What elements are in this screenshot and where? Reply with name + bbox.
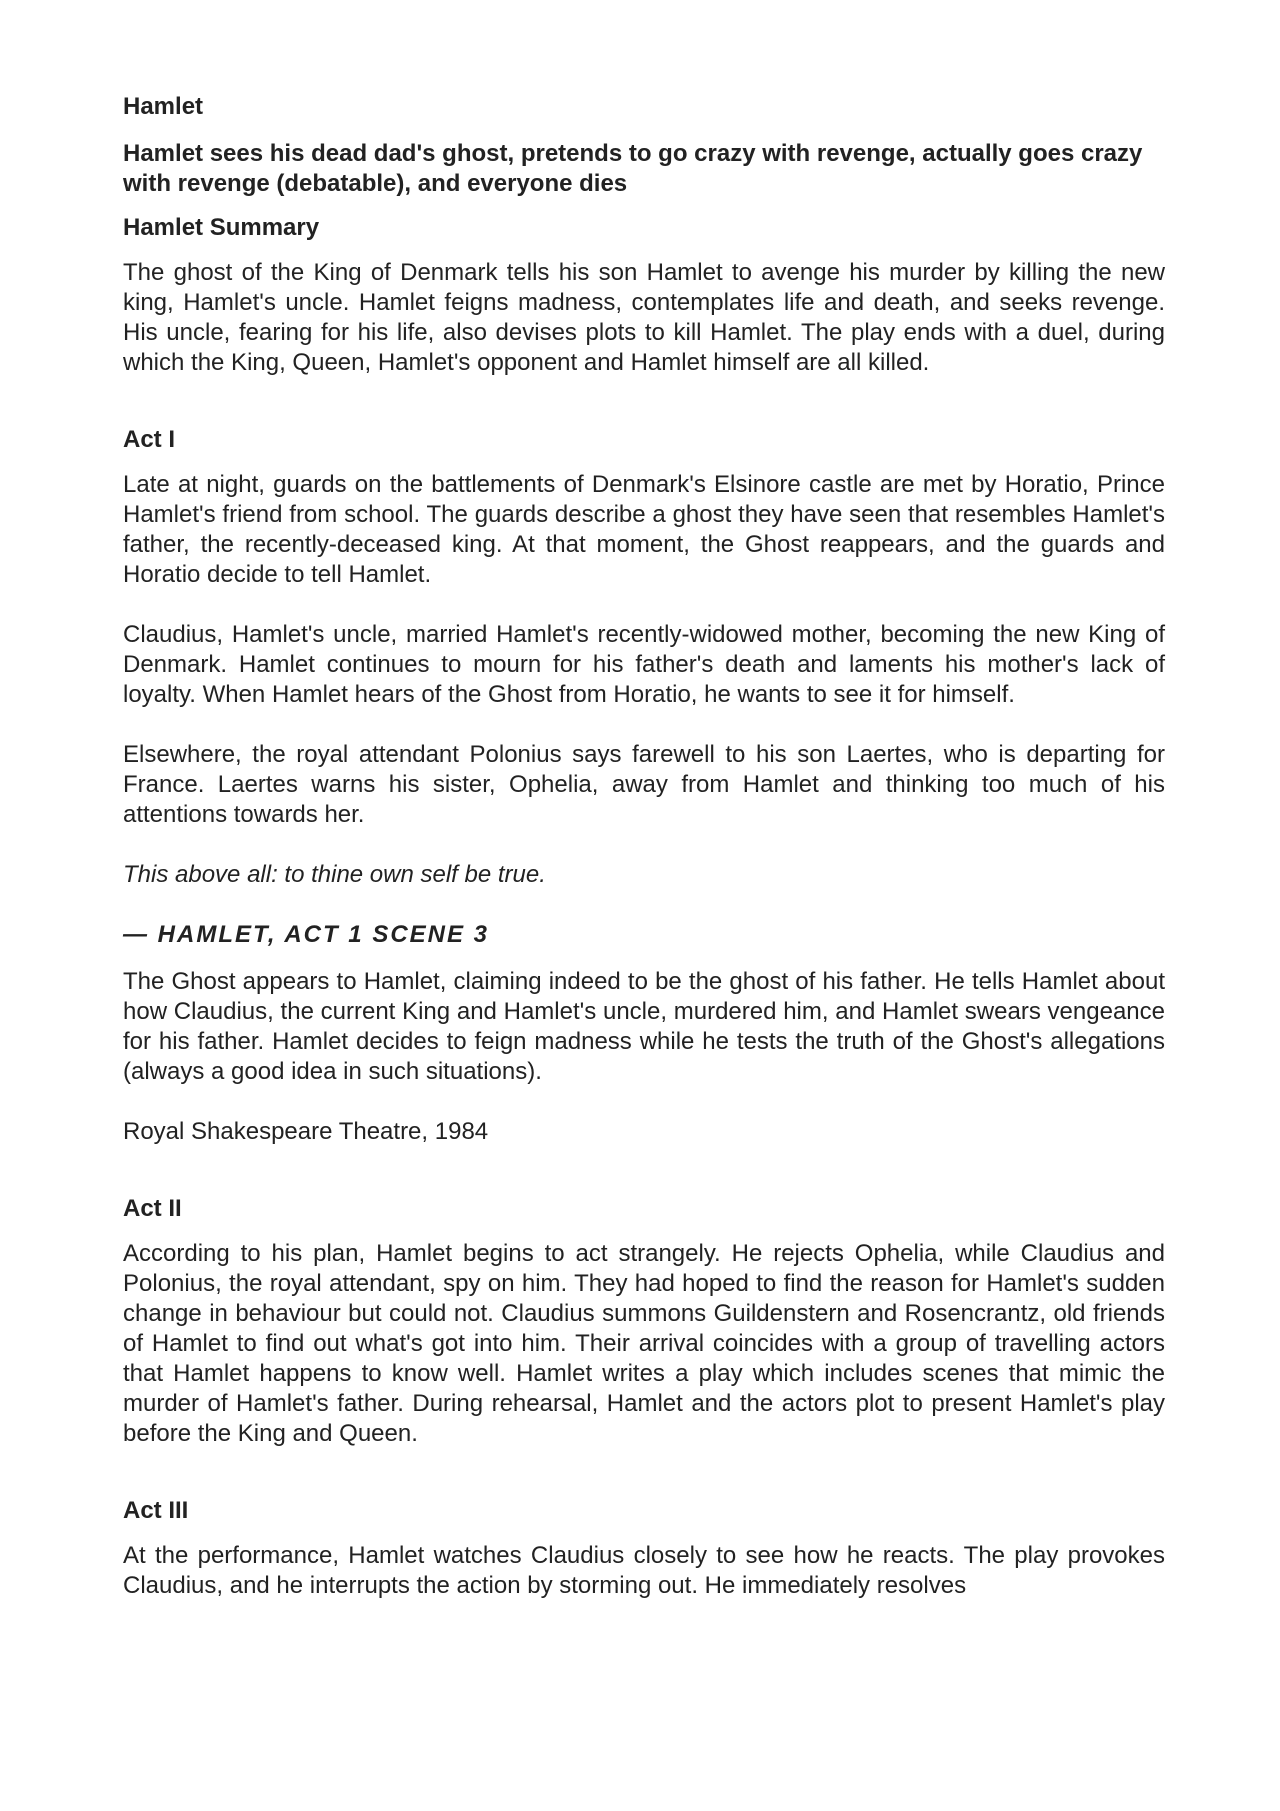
act-2-heading: Act II bbox=[123, 1195, 182, 1222]
pull-quote: This above all: to thine own self be true. bbox=[123, 861, 546, 888]
document-subtitle: Hamlet sees his dead dad's ghost, pretends to go crazy with revenge, actually goes crazy with revenge (debatable), and everyone dies bbox=[123, 140, 1143, 197]
image-caption: Royal Shakespeare Theatre, 1984 bbox=[123, 1118, 489, 1145]
summary-heading: Hamlet Summary bbox=[123, 214, 320, 241]
act-1-paragraph: Claudius, Hamlet's uncle, married Hamlet's recently-widowed mother, becoming the new King of Denmark. Hamlet continues to mourn for his father's death and laments his mother's lack of loyalty. When Hamlet hears of the Ghost from Horatio, he wants to see it for himself. bbox=[123, 621, 1165, 708]
act-1-heading: Act I bbox=[123, 426, 176, 453]
act-1-paragraph: Elsewhere, the royal attendant Polonius says farewell to his son Laertes, who is departing for France. Laertes warns his sister, Ophelia, away from Hamlet and thinking too much of his attentions towards her. bbox=[123, 741, 1165, 828]
quote-attribution: — HAMLET, ACT 1 SCENE 3 bbox=[123, 921, 490, 948]
document-title: Hamlet bbox=[123, 93, 204, 120]
summary-paragraph: The ghost of the King of Denmark tells his son Hamlet to avenge his murder by killing the new king, Hamlet's uncle. Hamlet feigns madness, contemplates life and death, and seeks revenge. His uncle, fearing for his life, also devises plots to kill Hamlet. The play ends with a duel, during which the King, Queen, Hamlet's opponent and Hamlet himself are all killed. bbox=[123, 259, 1165, 376]
act-1-paragraph: The Ghost appears to Hamlet, claiming indeed to be the ghost of his father. He tells Hamlet about how Claudius, the current King and Hamlet's uncle, murdered him, and Hamlet swears vengeance for his father. Hamlet decides to feign madness while he tests the truth of the Ghost's allegations (always a good idea in such situations). bbox=[123, 968, 1165, 1085]
act-3-paragraph: At the performance, Hamlet watches Claudius closely to see how he reacts. The play provokes Claudius, and he interrupts the action by storming out. He immediately resolves bbox=[123, 1542, 1165, 1599]
document-page bbox=[123, 92, 1165, 1631]
act-1-paragraph: Late at night, guards on the battlements of Denmark's Elsinore castle are met by Horatio, Prince Hamlet's friend from school. The guards describe a ghost they have seen that resembles Hamlet's father, the recently-deceased king. At that moment, the Ghost reappears, and the guards and Horatio decide to tell Hamlet. bbox=[123, 471, 1165, 588]
act-2-paragraph: According to his plan, Hamlet begins to act strangely. He rejects Ophelia, while Claudius and Polonius, the royal attendant, spy on him. They had hoped to find the reason for Hamlet's sudden change in behaviour but could not. Claudius summons Guildenstern and Rosencrantz, old friends of Hamlet to find out what's got into him. Their arrival coincides with a group of travelling actors that Hamlet happens to know well. Hamlet writes a play which includes scenes that mimic the murder of Hamlet's father. During rehearsal, Hamlet and the actors plot to present Hamlet's play before the King and Queen. bbox=[123, 1240, 1165, 1447]
act-3-heading: Act III bbox=[123, 1497, 189, 1524]
